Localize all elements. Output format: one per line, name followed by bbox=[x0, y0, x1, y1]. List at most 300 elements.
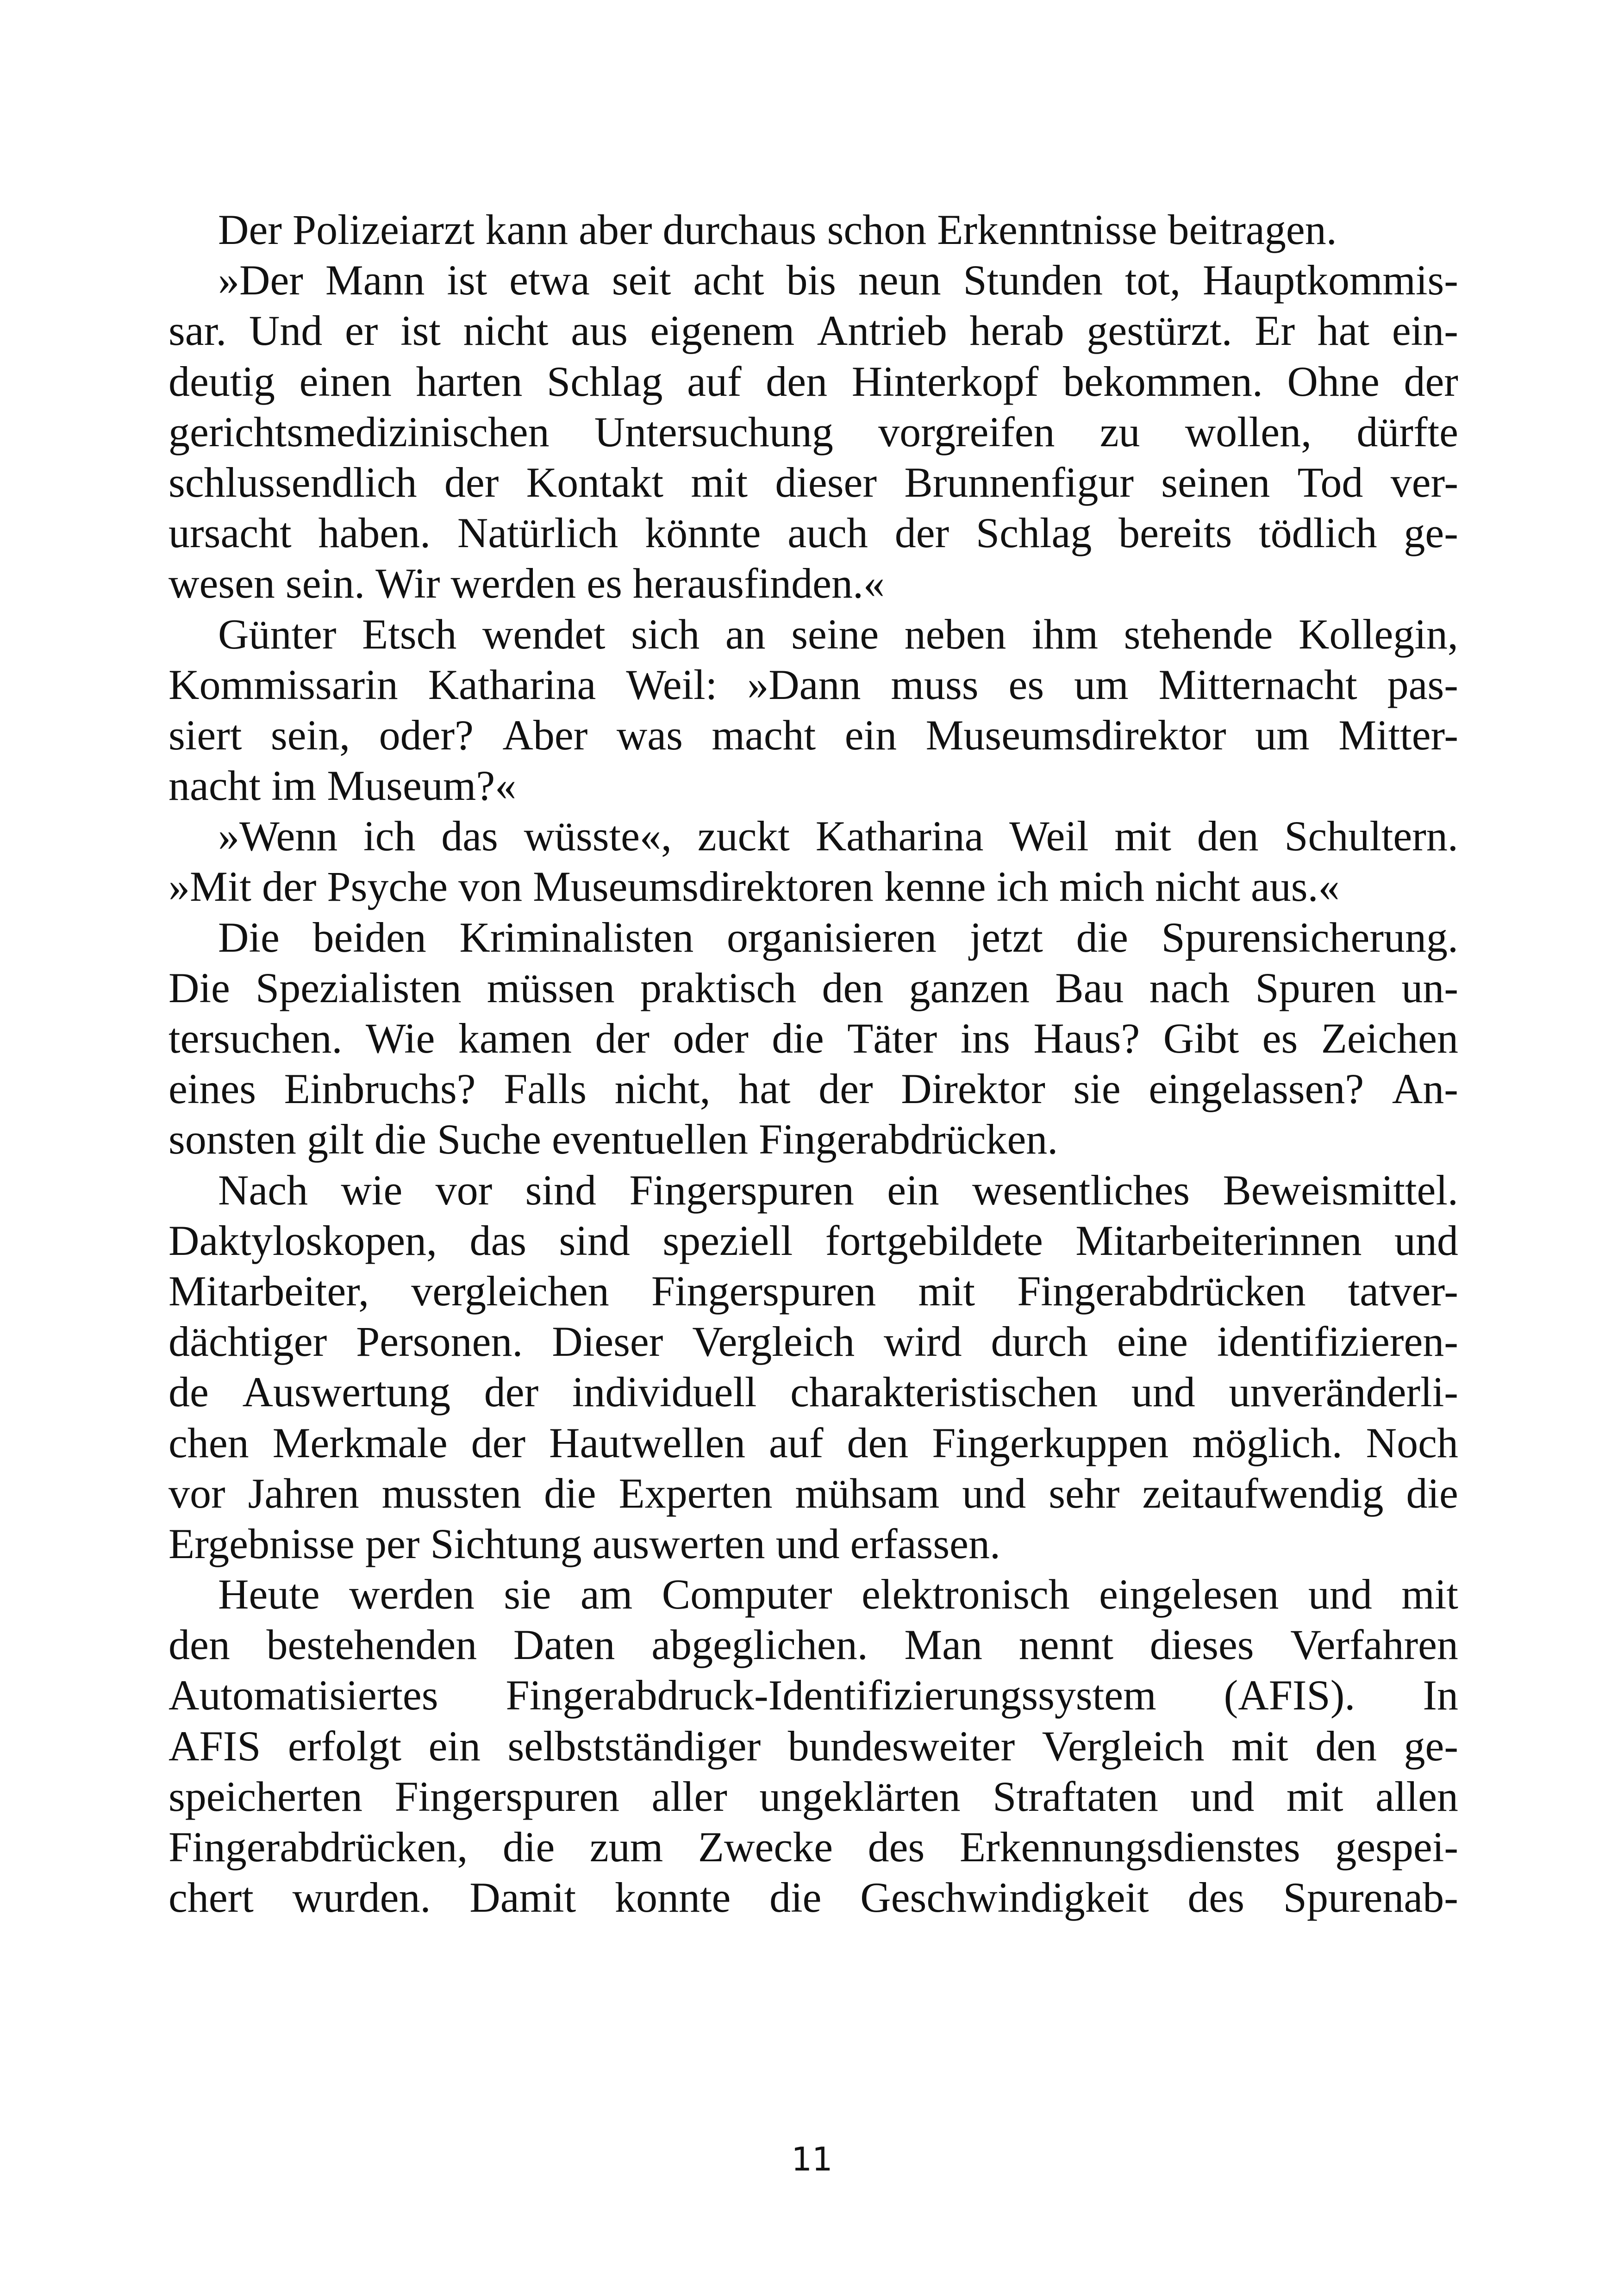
word: »Dann bbox=[747, 661, 861, 708]
word: de bbox=[169, 1368, 209, 1416]
word: des bbox=[868, 1823, 925, 1871]
word: mit bbox=[918, 1267, 975, 1315]
text-line bbox=[169, 1771, 1458, 1822]
word: erfolgt bbox=[287, 1722, 402, 1770]
word: durch bbox=[991, 1318, 1088, 1366]
word: Mitternacht bbox=[1158, 661, 1357, 708]
word: und bbox=[962, 1469, 1026, 1517]
word: aus.« bbox=[1250, 863, 1340, 911]
word: Hauptkommis- bbox=[1202, 256, 1458, 304]
word: bundesweiter bbox=[787, 1722, 1015, 1770]
word: um bbox=[1074, 661, 1129, 708]
word: gespei- bbox=[1335, 1823, 1458, 1871]
word: Katharina bbox=[815, 812, 984, 860]
word: deutig bbox=[169, 357, 275, 405]
word: schon bbox=[827, 206, 927, 253]
text-line bbox=[169, 1519, 1458, 1569]
word: das bbox=[469, 1216, 527, 1264]
word: ich bbox=[363, 812, 416, 860]
word: Damit bbox=[469, 1874, 576, 1921]
text-line bbox=[169, 1620, 1458, 1670]
word: es bbox=[587, 560, 622, 607]
word: die bbox=[772, 1015, 824, 1062]
word: Weil bbox=[1009, 812, 1089, 860]
word: Fingerkuppen bbox=[932, 1419, 1169, 1466]
word: bekommen. bbox=[1063, 357, 1263, 405]
word: Günter bbox=[218, 610, 337, 658]
word: In bbox=[1423, 1671, 1458, 1719]
word: Vergleich bbox=[1042, 1722, 1205, 1770]
word: wesen bbox=[169, 560, 275, 607]
word: ein bbox=[844, 711, 897, 759]
word: Kriminalisten bbox=[459, 913, 694, 961]
word: den bbox=[847, 1419, 909, 1466]
word: Straftaten bbox=[993, 1772, 1158, 1820]
word: sind bbox=[559, 1216, 630, 1264]
word: beiden bbox=[312, 913, 426, 961]
word: bestehenden bbox=[266, 1621, 477, 1669]
word: Direktor bbox=[901, 1065, 1045, 1113]
word: mit bbox=[1231, 1722, 1288, 1770]
word: muss bbox=[891, 661, 979, 708]
text-block bbox=[169, 205, 1458, 1923]
word: Fingerabdrücken, bbox=[169, 1823, 468, 1871]
word: AFIS bbox=[169, 1722, 261, 1770]
word: ein bbox=[428, 1722, 481, 1770]
word: mit bbox=[1401, 1571, 1458, 1618]
text-line bbox=[169, 1872, 1458, 1923]
word: die bbox=[769, 1874, 822, 1921]
word: Fingerspuren bbox=[651, 1267, 876, 1315]
word: chert bbox=[169, 1874, 254, 1921]
text-line bbox=[169, 457, 1458, 508]
word: vor bbox=[169, 1469, 225, 1517]
word: zeitaufwendig bbox=[1142, 1469, 1384, 1517]
word: eine bbox=[1117, 1318, 1188, 1366]
word: Schultern. bbox=[1284, 812, 1458, 860]
word: aus bbox=[571, 307, 628, 355]
word: auf bbox=[769, 1419, 824, 1466]
word: Polizeiarzt bbox=[292, 206, 475, 253]
word: der bbox=[894, 509, 949, 557]
word: auf bbox=[687, 357, 742, 405]
word: nach bbox=[1149, 964, 1230, 1011]
text-line bbox=[169, 1216, 1458, 1266]
word: den bbox=[822, 964, 884, 1011]
text-line bbox=[169, 1569, 1458, 1620]
word: Hinterkopf bbox=[851, 357, 1039, 405]
word: Kommissarin bbox=[169, 661, 398, 708]
word: sein. bbox=[285, 560, 365, 607]
word: Falls bbox=[504, 1065, 587, 1113]
text-line bbox=[169, 1418, 1458, 1468]
word: eingelesen bbox=[1099, 1571, 1279, 1618]
word: sie bbox=[1073, 1065, 1121, 1113]
word: Auswertung bbox=[242, 1368, 451, 1416]
word: mussten bbox=[381, 1469, 522, 1517]
word: nicht, bbox=[614, 1065, 711, 1113]
word: praktisch bbox=[640, 964, 797, 1011]
word: den bbox=[1197, 812, 1259, 860]
word: Ohne bbox=[1287, 357, 1380, 405]
word: Daten bbox=[513, 1621, 615, 1669]
word: Katharina bbox=[428, 661, 596, 708]
word: fortgebildete bbox=[825, 1216, 1043, 1264]
word: Etsch bbox=[362, 610, 457, 658]
word: Erkenntnisse bbox=[937, 206, 1157, 253]
word: seine bbox=[791, 610, 879, 658]
word: Mann bbox=[325, 256, 425, 304]
word: durchaus bbox=[662, 206, 817, 253]
word: Psyche bbox=[327, 863, 448, 911]
text-line bbox=[169, 660, 1458, 710]
word: neben bbox=[904, 610, 1006, 658]
word: beitragen. bbox=[1168, 206, 1337, 253]
text-line bbox=[169, 912, 1458, 963]
text-line bbox=[169, 1822, 1458, 1872]
word: Automatisiertes bbox=[169, 1671, 438, 1719]
word: mit bbox=[1286, 1772, 1343, 1820]
word: auswerten bbox=[592, 1520, 765, 1567]
text-line bbox=[169, 963, 1458, 1013]
word: müssen bbox=[487, 964, 615, 1011]
word: gilt bbox=[307, 1116, 364, 1163]
text-line bbox=[169, 861, 1458, 912]
word: den bbox=[766, 357, 828, 405]
word: dieses bbox=[1149, 1621, 1254, 1669]
word: Fingerabdruck-Identifizierungssystem bbox=[506, 1671, 1156, 1719]
word: eigenem bbox=[650, 307, 795, 355]
word: speicherten bbox=[169, 1772, 362, 1820]
word: der bbox=[444, 458, 499, 506]
text-line bbox=[169, 1670, 1458, 1721]
word: Der bbox=[218, 206, 282, 253]
word: kamen bbox=[458, 1015, 572, 1062]
word: aller bbox=[651, 1772, 727, 1820]
text-line bbox=[169, 1114, 1458, 1165]
word: chen bbox=[169, 1419, 249, 1466]
text-line bbox=[169, 1266, 1458, 1316]
word: Sichtung bbox=[430, 1520, 582, 1567]
word: Erkennungsdienstes bbox=[959, 1823, 1300, 1871]
text-line bbox=[169, 306, 1458, 356]
word: Er bbox=[1255, 307, 1295, 355]
word: vergleichen bbox=[411, 1267, 609, 1315]
word: des bbox=[1187, 1874, 1245, 1921]
word: Spurensicherung. bbox=[1161, 913, 1458, 961]
word: oder? bbox=[379, 711, 474, 759]
word: ein- bbox=[1392, 307, 1458, 355]
word: tersuchen. bbox=[169, 1015, 343, 1062]
word: Aber bbox=[502, 711, 588, 759]
word: die bbox=[1406, 1469, 1458, 1517]
word: »Mit bbox=[169, 863, 251, 911]
word: Weil: bbox=[626, 661, 718, 708]
word: Fingerabdrücken bbox=[1017, 1267, 1306, 1315]
word: um bbox=[1255, 711, 1310, 759]
word: Fingerspuren bbox=[629, 1166, 854, 1214]
word: zum bbox=[589, 1823, 663, 1871]
word: könnte bbox=[645, 509, 761, 557]
word: Museumsdirektor bbox=[925, 711, 1226, 759]
word: (AFIS). bbox=[1224, 1671, 1355, 1719]
text-line bbox=[169, 761, 1458, 811]
word: werden bbox=[450, 560, 576, 607]
word: Kontakt bbox=[526, 458, 664, 506]
word: Schlag bbox=[547, 357, 663, 405]
word: sar. bbox=[169, 307, 227, 355]
text-line bbox=[169, 1013, 1458, 1064]
word: un- bbox=[1401, 964, 1458, 1011]
word: wesentliches bbox=[972, 1166, 1190, 1214]
word: Man bbox=[904, 1621, 983, 1669]
word: unveränderli- bbox=[1229, 1368, 1458, 1416]
word: Kollegin, bbox=[1298, 610, 1458, 658]
page-number: 11 bbox=[791, 2140, 833, 2178]
word: Antrieb bbox=[817, 307, 947, 355]
word: er bbox=[344, 307, 378, 355]
word: nicht bbox=[1155, 863, 1240, 911]
word: »Wenn bbox=[218, 812, 338, 860]
word: und bbox=[1131, 1368, 1195, 1416]
word: Fingerspuren bbox=[394, 1772, 619, 1820]
word: und bbox=[1190, 1772, 1255, 1820]
word: mühsam bbox=[795, 1469, 940, 1517]
word: elektronisch bbox=[862, 1571, 1070, 1618]
word: die bbox=[1076, 913, 1129, 961]
word: mit bbox=[691, 458, 748, 506]
word: Hautwellen bbox=[549, 1419, 746, 1466]
text-line bbox=[169, 811, 1458, 861]
text-line bbox=[169, 558, 1458, 609]
word: Museumsdirektoren bbox=[533, 863, 874, 911]
word: wendet bbox=[482, 610, 606, 658]
word: abgeglichen. bbox=[651, 1621, 868, 1669]
word: eines bbox=[169, 1065, 256, 1113]
word: bis bbox=[786, 256, 836, 304]
word: sein, bbox=[270, 711, 350, 759]
word: Merkmale bbox=[272, 1419, 448, 1466]
word: oder bbox=[673, 1015, 749, 1062]
word: Mitter- bbox=[1338, 711, 1458, 759]
word: ursacht bbox=[169, 509, 292, 557]
word: die bbox=[374, 1116, 427, 1163]
word: ich bbox=[996, 863, 1049, 911]
word: harten bbox=[416, 357, 523, 405]
word: Zeichen bbox=[1321, 1015, 1458, 1062]
word: zu bbox=[1099, 408, 1140, 455]
word: Dieser bbox=[552, 1318, 663, 1366]
word: ver- bbox=[1390, 458, 1458, 506]
word: dieser bbox=[775, 458, 877, 506]
text-line bbox=[169, 255, 1458, 306]
word: ge- bbox=[1404, 1722, 1458, 1770]
word: An- bbox=[1392, 1065, 1458, 1113]
word: Geschwindigkeit bbox=[860, 1874, 1149, 1921]
word: seit bbox=[612, 256, 671, 304]
word: im bbox=[271, 762, 317, 810]
word: schlussendlich bbox=[169, 458, 417, 506]
word: wird bbox=[883, 1318, 962, 1366]
text-line bbox=[169, 1316, 1458, 1367]
word: ist bbox=[400, 307, 441, 355]
word: Natürlich bbox=[457, 509, 618, 557]
word: jetzt bbox=[969, 913, 1043, 961]
word: aber bbox=[579, 206, 652, 253]
word: allen bbox=[1375, 1772, 1458, 1820]
word: ungeklärten bbox=[759, 1772, 961, 1820]
word: dächtiger bbox=[169, 1318, 327, 1366]
word: Noch bbox=[1366, 1419, 1458, 1466]
word: sonsten bbox=[169, 1116, 296, 1163]
word: das bbox=[441, 812, 498, 860]
word: tödlich bbox=[1259, 509, 1377, 557]
word: die bbox=[502, 1823, 555, 1871]
word: siert bbox=[169, 711, 242, 759]
word: wollen, bbox=[1185, 408, 1312, 455]
word: der bbox=[484, 1368, 539, 1416]
word: sich bbox=[631, 610, 700, 658]
word: erfassen. bbox=[850, 1520, 1000, 1567]
word: kenne bbox=[884, 863, 986, 911]
word: sehr bbox=[1049, 1469, 1120, 1517]
word: stehende bbox=[1124, 610, 1273, 658]
word: und bbox=[775, 1520, 840, 1567]
word: individuell bbox=[572, 1368, 757, 1416]
word: tatver- bbox=[1348, 1267, 1458, 1315]
word: hat bbox=[738, 1065, 791, 1113]
word: wüsste«, bbox=[524, 812, 672, 860]
text-line bbox=[169, 1165, 1458, 1216]
word: Suche bbox=[437, 1116, 541, 1163]
word: der bbox=[818, 1065, 873, 1113]
word: nicht bbox=[463, 307, 549, 355]
word: bereits bbox=[1118, 509, 1232, 557]
word: Computer bbox=[662, 1571, 832, 1618]
word: kann bbox=[485, 206, 568, 253]
word: den bbox=[169, 1621, 230, 1669]
word: Gibt bbox=[1163, 1015, 1239, 1062]
word: eventuellen bbox=[551, 1116, 748, 1163]
word: Heute bbox=[218, 1571, 320, 1618]
word: Daktyloskopen, bbox=[169, 1216, 437, 1264]
word: möglich. bbox=[1192, 1419, 1343, 1466]
word: Fingerabdrücken. bbox=[758, 1116, 1058, 1163]
word: identifizieren- bbox=[1217, 1318, 1458, 1366]
word: Jahren bbox=[248, 1469, 359, 1517]
word: neun bbox=[858, 256, 941, 304]
word: sie bbox=[504, 1571, 551, 1618]
text-line bbox=[169, 407, 1458, 457]
word: etwa bbox=[509, 256, 590, 304]
word: Täter bbox=[847, 1015, 937, 1062]
word: am bbox=[580, 1571, 633, 1618]
word: Wie bbox=[365, 1015, 435, 1062]
word: Mitarbeiter, bbox=[169, 1267, 369, 1315]
word: Spezialisten bbox=[256, 964, 462, 1011]
word: herab bbox=[969, 307, 1064, 355]
word: an bbox=[725, 610, 766, 658]
word: Spurenab- bbox=[1283, 1874, 1458, 1921]
word: nacht bbox=[169, 762, 261, 810]
word: zuckt bbox=[697, 812, 790, 860]
text-line bbox=[169, 508, 1458, 558]
word: eingelassen? bbox=[1149, 1065, 1364, 1113]
word: Experten bbox=[618, 1469, 773, 1517]
text-line bbox=[169, 609, 1458, 660]
word: Schlag bbox=[975, 509, 1092, 557]
word: wie bbox=[341, 1166, 403, 1214]
word: vorgreifen bbox=[878, 408, 1055, 455]
word: Einbruchs? bbox=[284, 1065, 476, 1113]
word: den bbox=[1315, 1722, 1377, 1770]
word: und bbox=[1394, 1216, 1458, 1264]
word: ganzen bbox=[909, 964, 1030, 1011]
word: charakteristischen bbox=[790, 1368, 1098, 1416]
word: Brunnenfigur bbox=[904, 458, 1134, 506]
word: der bbox=[595, 1015, 650, 1062]
word: der bbox=[262, 863, 317, 911]
word: pas- bbox=[1387, 661, 1458, 708]
word: wurden. bbox=[292, 1874, 431, 1921]
word: konnte bbox=[614, 1874, 731, 1921]
word: die bbox=[544, 1469, 596, 1517]
word: Spuren bbox=[1255, 964, 1376, 1011]
word: Untersuchung bbox=[594, 408, 833, 455]
word: einen bbox=[299, 357, 392, 405]
word: auch bbox=[787, 509, 868, 557]
word: vor bbox=[435, 1166, 493, 1214]
word: was bbox=[616, 711, 683, 759]
word: gestürzt. bbox=[1087, 307, 1232, 355]
word: selbstständiger bbox=[507, 1722, 761, 1770]
word: acht bbox=[693, 256, 764, 304]
word: herausfinden.« bbox=[632, 560, 885, 607]
text-line bbox=[169, 1064, 1458, 1114]
word: Stunden bbox=[963, 256, 1103, 304]
word: Und bbox=[249, 307, 323, 355]
word: hat bbox=[1317, 307, 1370, 355]
text-line bbox=[169, 205, 1458, 255]
word: nennt bbox=[1018, 1621, 1114, 1669]
word: Bau bbox=[1055, 964, 1124, 1011]
word: Vergleich bbox=[692, 1318, 855, 1366]
word: ins bbox=[960, 1015, 1010, 1062]
word: Ergebnisse bbox=[169, 1520, 355, 1567]
word: Museum?« bbox=[327, 762, 517, 810]
word: Nach bbox=[218, 1166, 308, 1214]
word: per bbox=[365, 1520, 420, 1567]
word: tot, bbox=[1124, 256, 1181, 304]
text-line bbox=[169, 356, 1458, 407]
word: Zwecke bbox=[698, 1823, 833, 1871]
text-line bbox=[169, 1468, 1458, 1519]
word: Mitarbeiterinnen bbox=[1075, 1216, 1362, 1264]
word: Tod bbox=[1297, 458, 1363, 506]
word: dürfte bbox=[1356, 408, 1458, 455]
word: sind bbox=[525, 1166, 597, 1214]
word: seinen bbox=[1161, 458, 1270, 506]
text-line bbox=[169, 1721, 1458, 1771]
word: Beweismittel. bbox=[1223, 1166, 1458, 1214]
word: Wir bbox=[375, 560, 440, 607]
word: ist bbox=[447, 256, 487, 304]
word: speziell bbox=[662, 1216, 793, 1264]
word: haben. bbox=[318, 509, 431, 557]
word: werden bbox=[349, 1571, 475, 1618]
text-line bbox=[169, 1367, 1458, 1417]
word: der bbox=[1404, 357, 1458, 405]
